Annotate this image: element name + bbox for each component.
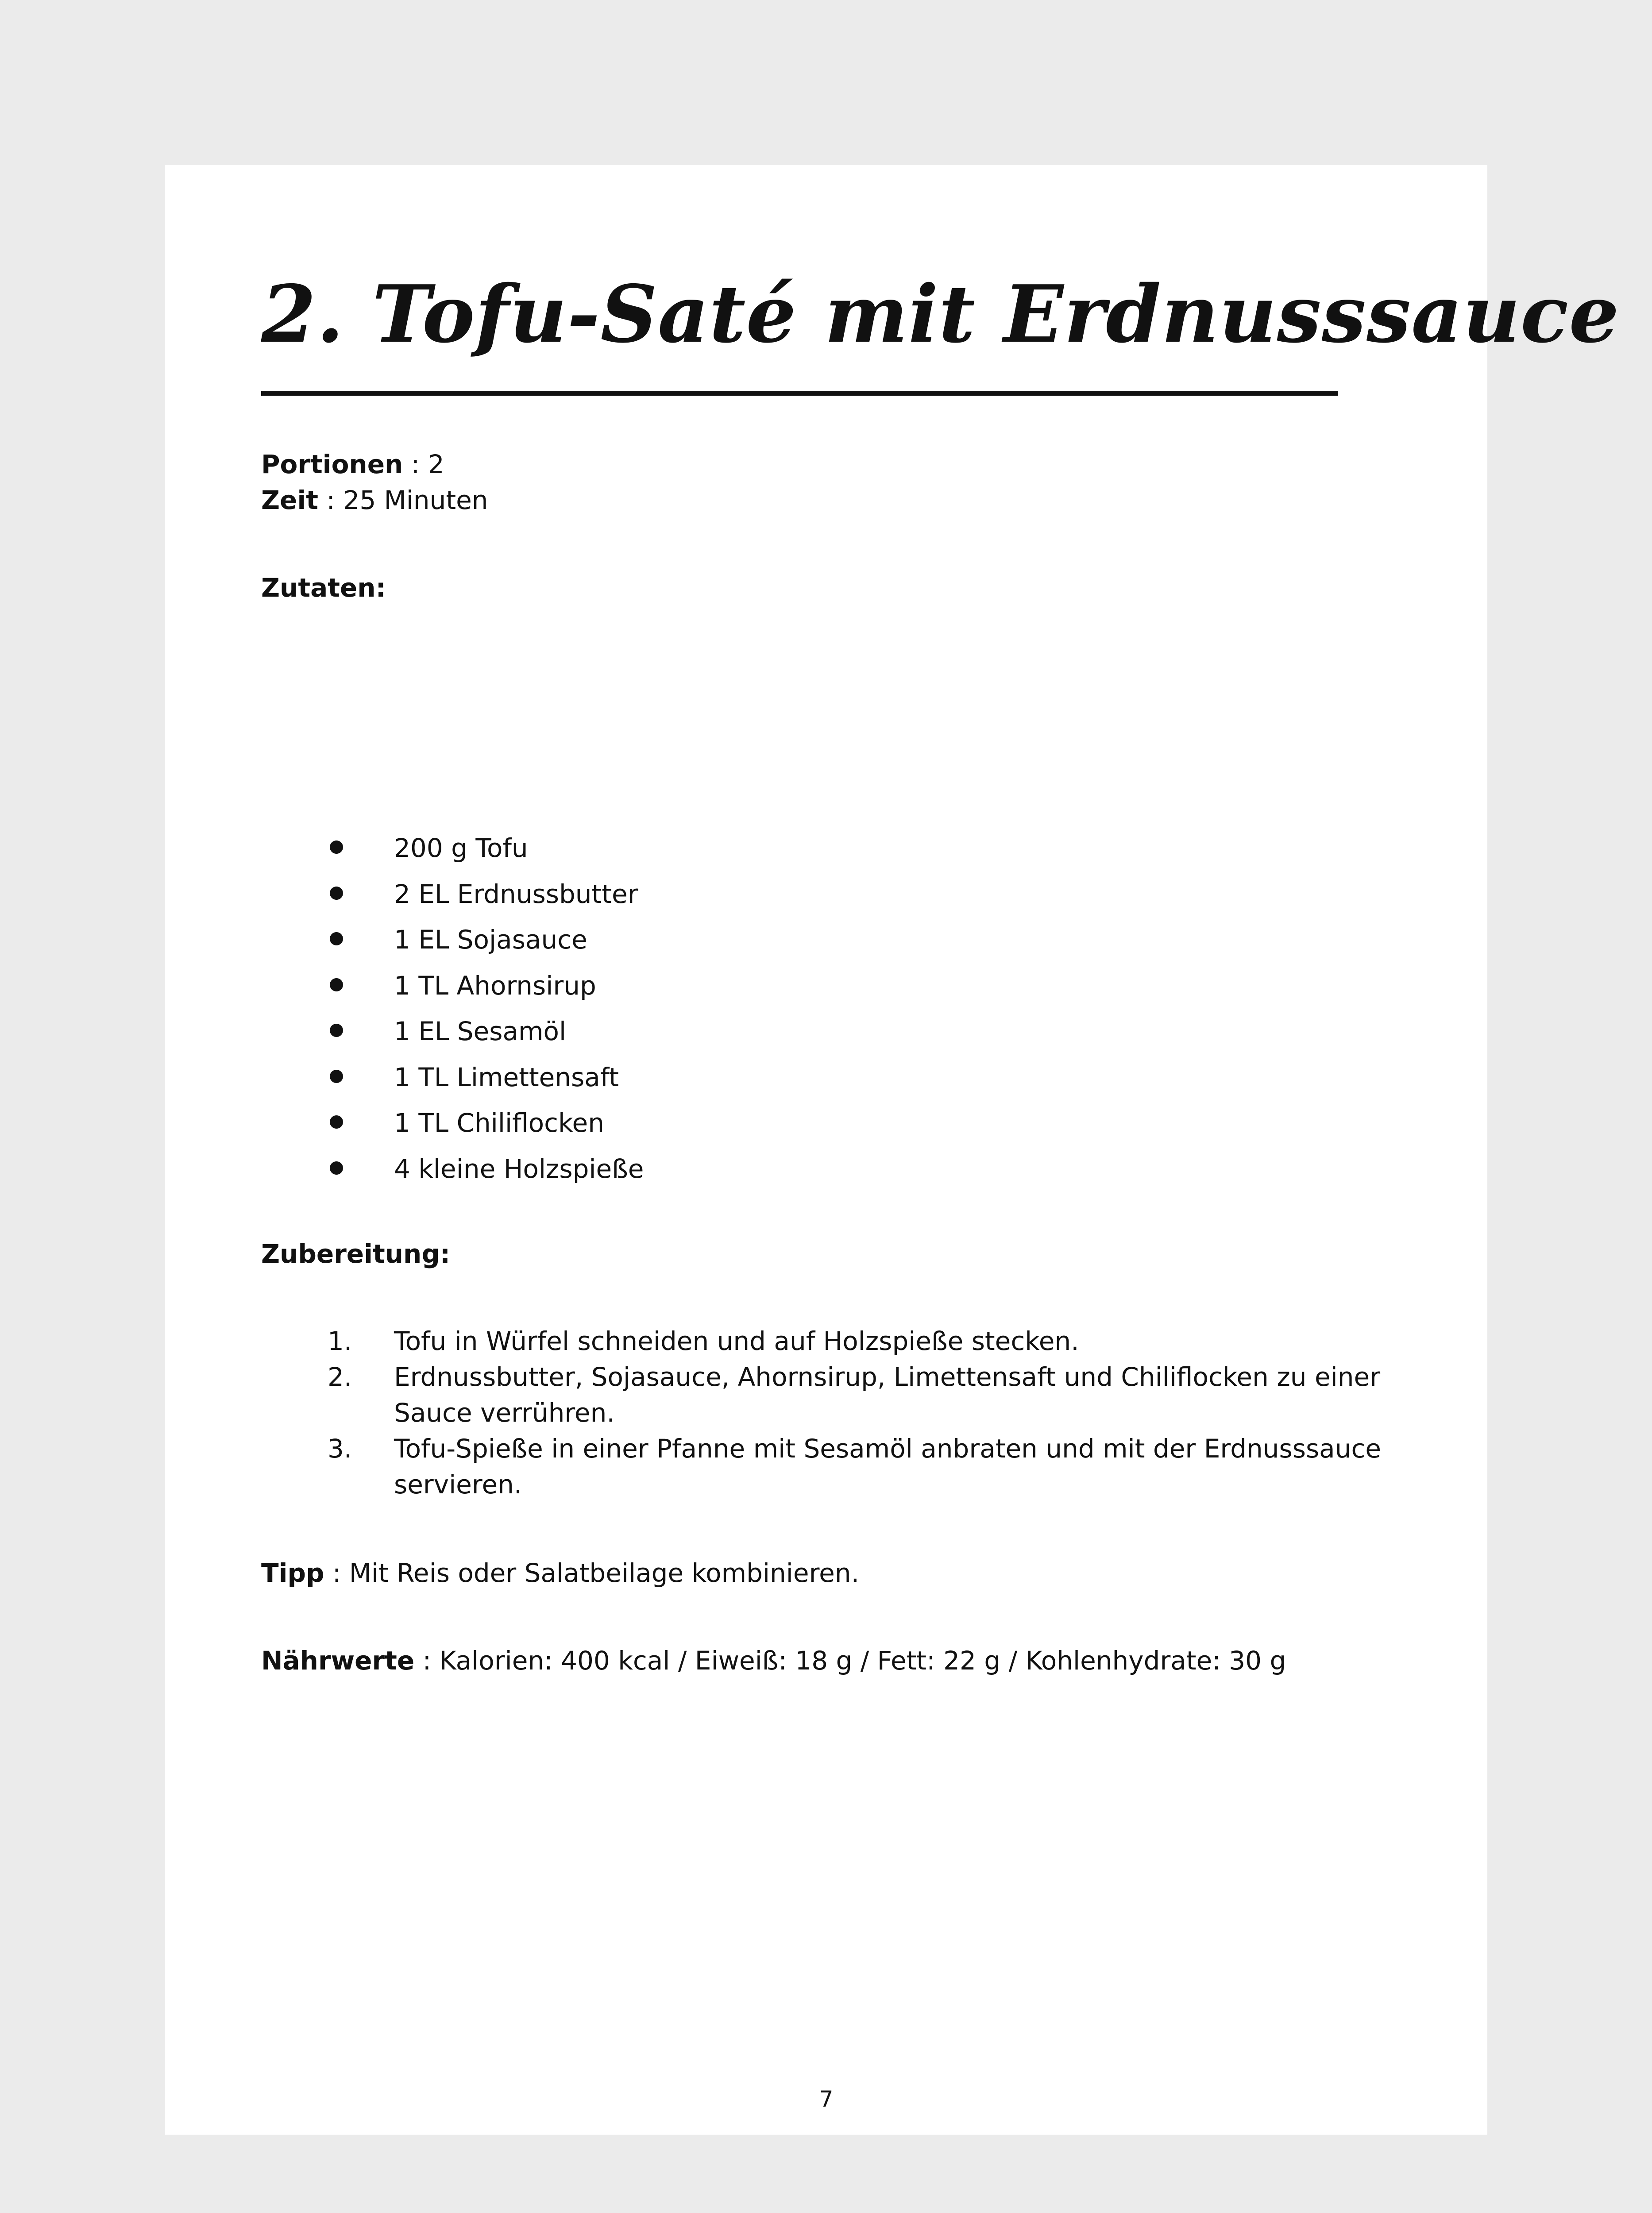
bullet-icon [330,1161,343,1175]
portions-line [261,446,444,482]
step-text: Tofu-Spieße in einer Pfanne mit Sesamöl anbraten und mit der Erdnusssauce servieren. [394,1434,1382,1500]
step-text: Tofu in Würfel schneiden und auf Holzspieße stecken. [394,1326,1079,1356]
bullet-icon [330,1070,343,1083]
tip-line [261,1555,859,1591]
title-underline [261,391,1338,396]
portions-value: : 2 [403,449,444,479]
bullet-icon [330,840,343,854]
step-number: 2. [328,1362,352,1392]
nutrition-value: : Kalorien: 400 kcal / Eiweiß: 18 g / Fett: 22 g / Kohlenhydrate: 30 g [414,1646,1286,1676]
portions-label: Portionen [261,449,403,479]
step-item [261,1323,1390,1359]
tip-label: Tipp [261,1558,324,1588]
time-value: : 25 Minuten [318,485,488,515]
bullet-icon [330,1115,343,1129]
step-number: 1. [328,1326,352,1356]
preparation-heading: Zubereitung: [261,1239,451,1269]
preparation-steps [261,1323,1390,1503]
document-page: 2. Tofu-Saté mit Erdnusssauce Portionen : 2 Zeit : 25 Minuten Zutaten: 200 g Tofu 2 EL Erdnussbutter 1 EL Sojasauce 1 TL Ahornsirup 1 EL Sesamöl 1 TL Limettensaft 1 TL Chiliflocken 4 kleine Holzspieße Zubereitung: 1. Tofu in Würfel schneiden und auf Holzspieße stecken. 2. Erdnussbutter, Sojasauce, Ahornsirup, Limettensaft und Chiliflocken zu einer Sauce verrühren. 3. Tofu-Spieße in einer Pfanne mit Sesamöl anbraten und mit der Erdnusssauce servieren. Tipp : Mit Reis oder Salatbeilage kombinieren. Nährwerte : Kalorien: 400 kcal / Eiweiß: 18 g / Fett: 22 g / Kohlenhydrate: 30 g 7 [165,165,1487,2135]
bullet-icon [330,932,343,945]
bullet-icon [330,978,343,991]
ingredients-heading: Zutaten: [261,573,386,603]
time-line [261,482,488,518]
page-number: 7 [819,2086,834,2112]
bullet-icon [330,1024,343,1037]
nutrition-label: Nährwerte [261,1646,415,1676]
tip-value: : Mit Reis oder Salatbeilage kombinieren. [324,1558,860,1588]
step-number: 3. [328,1434,352,1464]
recipe-title: 2. Tofu-Saté mit Erdnusssauce [261,268,1620,360]
bullet-icon [330,887,343,900]
nutrition-line [261,1642,1286,1679]
step-item [261,1359,1390,1431]
step-text: Erdnussbutter, Sojasauce, Ahornsirup, Limettensaft und Chiliflocken zu einer Sauce verrühren. [394,1362,1381,1428]
step-item [261,1431,1390,1503]
time-label: Zeit [261,485,318,515]
